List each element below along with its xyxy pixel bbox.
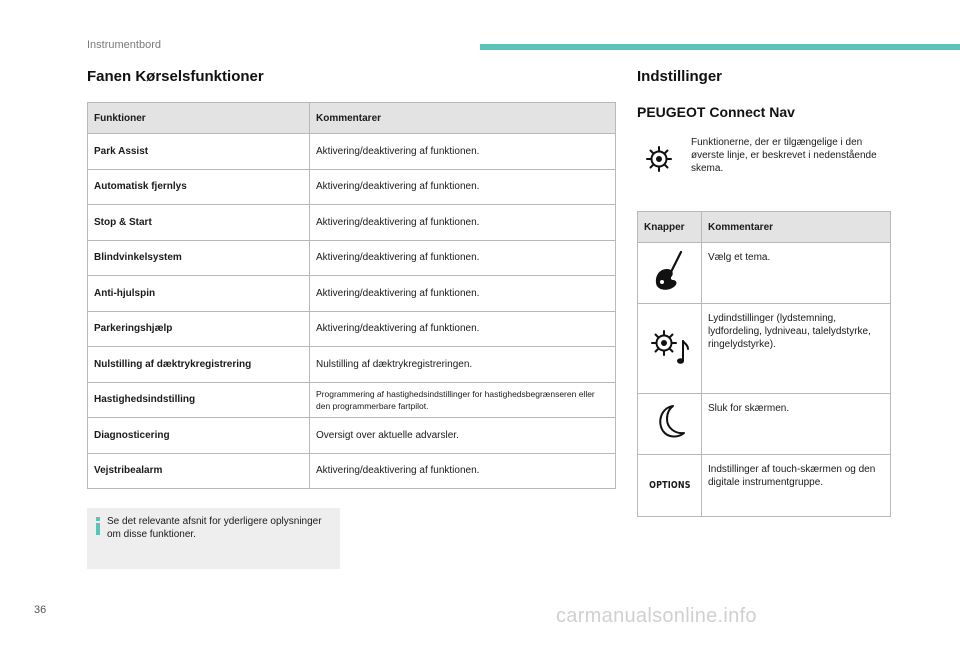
gear-music-note-icon (650, 327, 690, 367)
function-name: Automatisk fjernlys (88, 169, 310, 205)
header-accent-bar (480, 44, 960, 50)
subsection-title: PEUGEOT Connect Nav (637, 104, 795, 120)
function-comment: Oversigt over aktuelle advarsler. (310, 418, 616, 454)
table-row (88, 205, 616, 241)
function-comment: Programmering af hastighedsindstillinger for hastighedsbegrænseren eller den programmerbare fartpilot. (310, 382, 616, 418)
button-comment: Indstillinger af touch-skærmen og den digitale instrumentgruppe. (702, 455, 891, 517)
table-row (638, 243, 891, 304)
intro-text: Funktionerne, der er tilgængelige i den øverste linje, er beskrevet i nedenstående skema. (691, 137, 877, 174)
moon-icon (653, 402, 687, 442)
function-comment: Aktivering/deaktivering af funktionen. (310, 240, 616, 276)
function-name: Hastighedsindstilling (88, 382, 310, 418)
buttons-table (637, 211, 891, 517)
function-comment: Aktivering/deaktivering af funktionen. (310, 453, 616, 489)
function-name: Parkeringshjælp (88, 311, 310, 347)
column-header-buttons: Knapper (638, 212, 702, 243)
info-note-text: Se det relevante afsnit for yderligere oplysninger om disse funktioner. (107, 516, 322, 540)
options-button-label: OPTIONS (648, 480, 691, 491)
function-name: Blindvinkelsystem (88, 240, 310, 276)
column-header-comments: Kommentarer (310, 103, 616, 134)
function-comment: Aktivering/deaktivering af funktionen. (310, 276, 616, 312)
function-name: Park Assist (88, 134, 310, 170)
watermark: carmanualsonline.info (556, 605, 757, 627)
button-comment: Lydindstillinger (lydstemning, lydfordeling, lydniveau, talelydstyrke, ringelydstyrke). (702, 304, 891, 394)
column-header-comments: Kommentarer (702, 212, 891, 243)
button-icon-cell (638, 243, 702, 304)
function-name: Nulstilling af dæktrykregistrering (88, 347, 310, 383)
function-comment: Aktivering/deaktivering af funktionen. (310, 205, 616, 241)
section-label: Instrumentbord (87, 39, 161, 51)
table-row (88, 382, 616, 418)
table-row (88, 169, 616, 205)
functions-table (87, 102, 616, 489)
function-name: Diagnosticering (88, 418, 310, 454)
table-row (638, 455, 891, 517)
table-row (88, 347, 616, 383)
table-row (638, 394, 891, 455)
options-button (638, 455, 702, 517)
function-comment: Aktivering/deaktivering af funktionen. (310, 311, 616, 347)
function-comment: Aktivering/deaktivering af funktionen. (310, 169, 616, 205)
table-row (88, 134, 616, 170)
table-row (88, 276, 616, 312)
table-row (88, 240, 616, 276)
gear-icon (645, 145, 673, 173)
right-section-title: Indstillinger (637, 68, 723, 85)
table-row (88, 311, 616, 347)
button-comment: Sluk for skærmen. (702, 394, 891, 455)
button-icon-cell (638, 394, 702, 455)
function-name: Stop & Start (88, 205, 310, 241)
table-row (88, 418, 616, 454)
page-number: 36 (34, 604, 47, 616)
table-row (638, 304, 891, 394)
table-header-row (88, 103, 616, 134)
function-comment: Aktivering/deaktivering af funktionen. (310, 134, 616, 170)
button-comment: Vælg et tema. (702, 243, 891, 304)
function-name: Anti-hjulspin (88, 276, 310, 312)
info-icon (96, 517, 100, 535)
table-header-row (638, 212, 891, 243)
column-header-functions: Funktioner (88, 103, 310, 134)
function-comment: Nulstilling af dæktrykregistreringen. (310, 347, 616, 383)
left-section-title: Fanen Kørselsfunktioner (87, 68, 264, 85)
button-icon-cell (638, 304, 702, 394)
palette-brush-icon (653, 249, 687, 293)
function-name: Vejstribealarm (88, 453, 310, 489)
table-row (88, 453, 616, 489)
info-note (87, 508, 340, 569)
